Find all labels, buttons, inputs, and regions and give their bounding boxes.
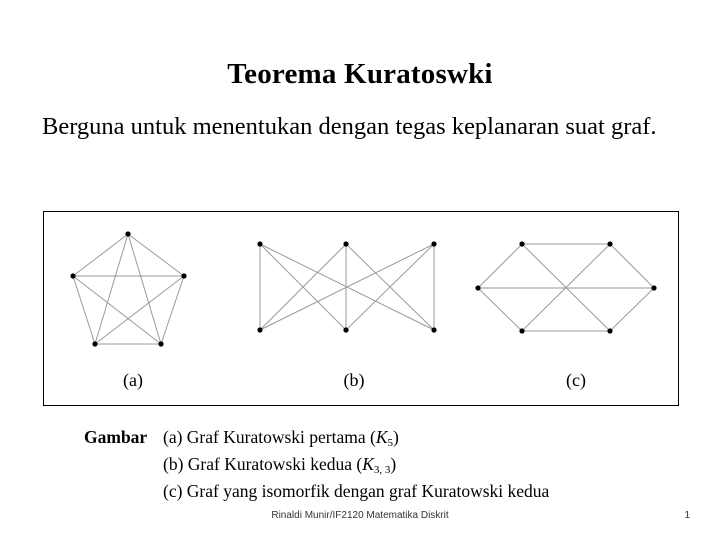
hex-vertex-0 bbox=[519, 241, 524, 246]
hex-vertex-5 bbox=[475, 285, 480, 290]
hex-edge-2 bbox=[610, 288, 654, 331]
k33-vertex-1 bbox=[343, 241, 348, 246]
k5-vertex-3 bbox=[92, 341, 97, 346]
graph-k5 bbox=[70, 231, 186, 346]
k5-edge-0 bbox=[128, 234, 184, 276]
figure-box bbox=[43, 211, 679, 406]
footer-text: Rinaldi Munir/IF2120 Matematika Diskrit bbox=[271, 510, 449, 521]
hex-edge-4 bbox=[478, 288, 522, 331]
figure-label-a: (a) bbox=[123, 370, 143, 390]
figure-label-b: (b) bbox=[343, 370, 365, 390]
caption-lead: Gambar bbox=[84, 427, 148, 447]
hex-vertex-3 bbox=[607, 328, 612, 333]
graph-k33 bbox=[257, 241, 436, 332]
k5-vertex-1 bbox=[181, 273, 186, 278]
hex-edge-1 bbox=[610, 244, 654, 288]
k5-edge-5 bbox=[95, 276, 184, 344]
slide-title: Teorema Kuratoswki bbox=[227, 58, 493, 90]
caption-line-c: (c) Graf yang isomorfik dengan graf Kuratowski kedua bbox=[163, 481, 550, 501]
k5-vertex-2 bbox=[158, 341, 163, 346]
figure-caption bbox=[84, 427, 549, 502]
hex-edge-5 bbox=[478, 244, 522, 288]
slide-body-text: Berguna untuk menentukan dengan tegas keplanaran suat graf. bbox=[42, 113, 657, 140]
figure-label-c: (c) bbox=[566, 370, 586, 390]
k5-edge-4 bbox=[161, 276, 184, 344]
hex-vertex-1 bbox=[607, 241, 612, 246]
k33-vertex-2 bbox=[431, 241, 436, 246]
k5-vertex-0 bbox=[125, 231, 130, 236]
k5-edge-9 bbox=[73, 276, 95, 344]
hex-vertex-2 bbox=[651, 285, 656, 290]
caption-line-b: (b) Graf Kuratowski kedua $(K_{3, 3})$ bbox=[163, 454, 397, 476]
caption-line-a: (a) Graf Kuratowski pertama $(K_5)$ bbox=[163, 427, 399, 449]
k33-vertex-5 bbox=[431, 327, 436, 332]
k5-edge-3 bbox=[73, 234, 128, 276]
k5-edge-2 bbox=[95, 234, 128, 344]
k5-edge-8 bbox=[73, 276, 161, 344]
page-number: 1 bbox=[684, 510, 690, 521]
k5-edge-1 bbox=[128, 234, 161, 344]
graph-k33-isomorph bbox=[475, 241, 656, 333]
k5-vertex-4 bbox=[70, 273, 75, 278]
k33-vertex-3 bbox=[257, 327, 262, 332]
k33-vertex-4 bbox=[343, 327, 348, 332]
hex-vertex-4 bbox=[519, 328, 524, 333]
k33-vertex-0 bbox=[257, 241, 262, 246]
